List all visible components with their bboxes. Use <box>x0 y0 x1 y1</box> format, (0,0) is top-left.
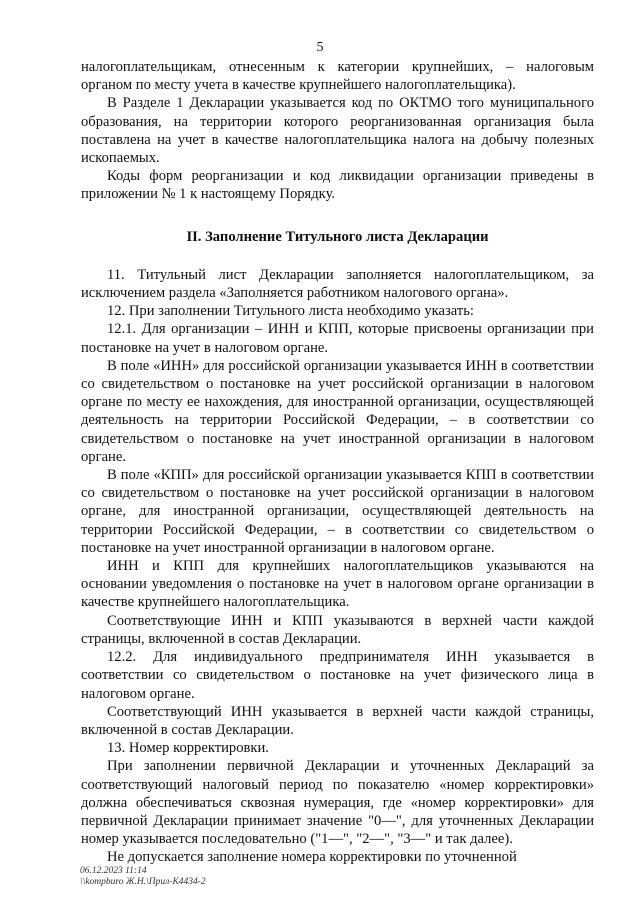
paragraph: При заполнении первичной Декларации и уточненных Деклараций за соответствующий налоговый период по показателю «номер корректировки» должна обеспечиваться сквозная нумерация, где «номер корректировки» для первичной Декларации принимает значение "0—", для уточненных Декларации номер указывается последовательно ("1—", "2—", "3—" и так далее). <box>81 758 594 848</box>
paragraph: налогоплательщикам, отнесенным к категории крупнейших, – налоговым органом по месту учета в качестве крупнейшего налогоплательщика). <box>81 59 594 94</box>
spacer <box>81 246 594 266</box>
paragraph: Коды форм реорганизации и код ликвидации организации приведены в приложении № 1 к настоящему Порядку. <box>81 168 594 203</box>
spacer <box>81 204 594 228</box>
paragraph: Соответствующий ИНН указывается в верхней части каждой страницы, включенной в состав Декларации. <box>81 703 594 738</box>
section-heading: II. Заполнение Титульного листа Декларации <box>186 228 489 245</box>
footer <box>80 866 206 888</box>
footer-file-path: \\kompburo Ж.Н.\Прил-К4434-2 <box>80 877 206 887</box>
document-body <box>81 58 594 867</box>
paragraph: В поле «ИНН» для российской организации указывается ИНН в соответствии со свидетельством о постановке на учет российской организации в налоговом органе по месту ее нахождения, для иностранной организации, осуществляющей деятельность на территории Российской Федерации, – в соответствии со свидетельством о постановке на учет иностранной организации в налоговом органе. <box>81 357 594 465</box>
footer-timestamp: 06.12.2023 11:14 <box>80 866 147 876</box>
paragraph: 12.1. Для организации – ИНН и КПП, которые присвоены организации при постановке на учет в налоговом органе. <box>81 321 594 356</box>
paragraph: Не допускается заполнение номера корректировки по уточненной <box>107 849 517 866</box>
paragraph: Соответствующие ИНН и КПП указываются в верхней части каждой страницы, включенной в состав Декларации. <box>81 612 594 647</box>
paragraph: В Разделе 1 Декларации указывается код по ОКТМО того муниципального образования, на территории которого реорганизованная организация была поставлена на учет в качестве налогоплательщика налога на добычу полезных ископаемых. <box>81 95 594 167</box>
paragraph: ИНН и КПП для крупнейших налогоплательщиков указываются на основании уведомления о постановке на учет в налоговом органе организации в качестве крупнейшего налогоплательщика. <box>81 558 594 611</box>
paragraph: В поле «КПП» для российской организации указывается КПП в соответствии со свидетельством о постановке на учет российской организации в налоговом органе, для иностранной организации, осуществляющей деятельность на территории Российской Федерации, – в соответствии со свидетельством о постановке на учет иностранной организации в налоговом органе. <box>81 467 594 556</box>
paragraph: 13. Номер корректировки. <box>107 740 269 757</box>
paragraph: 12. При заполнении Титульного листа необходимо указать: <box>107 303 474 320</box>
page-number: 5 <box>316 40 324 55</box>
paragraph: 12.2. Для индивидуального предпринимателя ИНН указывается в соответствии со свидетельством о постановке на учет физического лица в налоговом органе. <box>81 649 594 702</box>
paragraph: 11. Титульный лист Декларации заполняется налогоплательщиком, за исключением раздела «Заполняется работником налогового органа». <box>81 266 594 302</box>
